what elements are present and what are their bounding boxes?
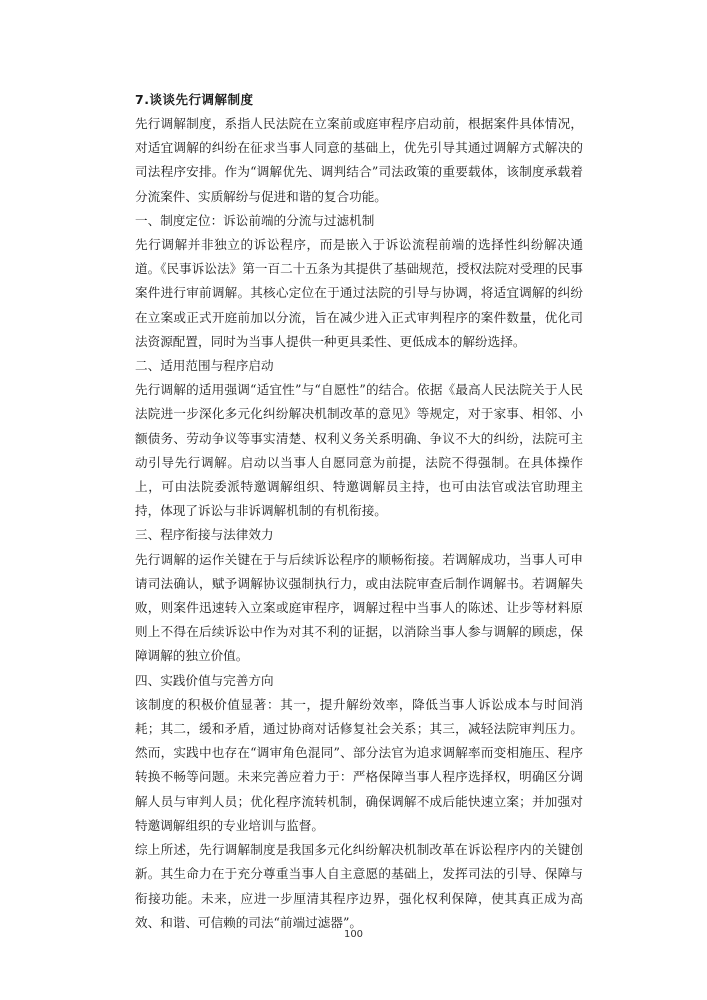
section-paragraph-4: 该制度的积极价值显著：其一，提升解纷效率，降低当事人诉讼成本与时间消耗；其二，缓和矛盾，通过协商对话修复社会关系；其三，减轻法院审判压力。然而，实践中也存在“调审角色混同”、部分法官为追求调解率而变相施压、程序转换不畅等问题。未来完善应着力于：严格保障当事人程序选择权，明确区分调解人员与审判人员；优化程序流转机制，确保调解不成后能快速立案；并加强对特邀调解组织的专业培训与监督。 xyxy=(135,696,583,833)
document-title: 7.谈谈先行调解制度 xyxy=(135,92,254,107)
section-heading-2: 二、适用范围与程序启动 xyxy=(135,358,274,374)
section-heading-4: 四、实践价值与完善方向 xyxy=(135,672,274,688)
section-heading-1: 一、制度定位：诉讼前端的分流与过滤机制 xyxy=(135,212,375,228)
intro-paragraph: 先行调解制度，系指人民法院在立案前或庭审程序启动前，根据案件具体情况，对适宜调解的纠纷在征求当事人同意的基础上，优先引导其通过调解方式解决的司法程序安排。作为“调解优先、调判结合”司法政策的重要载体，该制度承载着分流案件、实质解纷与促进和谐的复合功能。 xyxy=(135,116,583,204)
section-heading-3: 三、程序衔接与法律效力 xyxy=(135,527,274,543)
section-paragraph-1: 先行调解并非独立的诉讼程序，而是嵌入于诉讼流程前端的选择性纠纷解决通道。《民事诉讼法》第一百二十五条为其提供了基础规范，授权法院对受理的民事案件进行审前调解。其核心定位在于通过法院的引导与协调，将适宜调解的纠纷在立案或正式开庭前加以分流，旨在减少进入正式审判程序的案件数量，优化司法资源配置，同时为当事人提供一种更具柔性、更低成本的解纷选择。 xyxy=(135,237,583,349)
conclusion-paragraph: 综上所述，先行调解制度是我国多元化纠纷解决机制改革在诉讼程序内的关键创新。其生命力在于充分尊重当事人自主意愿的基础上，发挥司法的引导、保障与衔接功能。未来，应进一步厘清其程序边界，强化权利保障，使其真正成为高效、和谐、可信赖的司法“前端过滤器”。 xyxy=(135,842,583,930)
page-number: 100 xyxy=(343,929,364,940)
section-paragraph-2: 先行调解的适用强调“适宜性”与“自愿性”的结合。依据《最高人民法院关于人民法院进一步深化多元化纠纷解决机制改革的意见》等规定，对于家事、相邻、小额债务、劳动争议等事实清楚、权利义务关系明确、争议不大的纠纷，法院可主动引导先行调解。启动以当事人自愿同意为前提，法院不得强制。在具体操作上，可由法院委派特邀调解组织、特邀调解员主持，也可由法官或法官助理主持，体现了诉讼与非诉调解机制的有机衔接。 xyxy=(135,382,583,519)
document-body xyxy=(135,88,583,935)
section-paragraph-3: 先行调解的运作关键在于与后续诉讼程序的顺畅衔接。若调解成功，当事人可申请司法确认，赋予调解协议强制执行力，或由法院审查后制作调解书。若调解失败，则案件迅速转入立案或庭审程序，调解过程中当事人的陈述、让步等材料原则上不得在后续诉讼中作为对其不利的证据，以消除当事人参与调解的顾虑，保障调解的独立价值。 xyxy=(135,551,583,664)
